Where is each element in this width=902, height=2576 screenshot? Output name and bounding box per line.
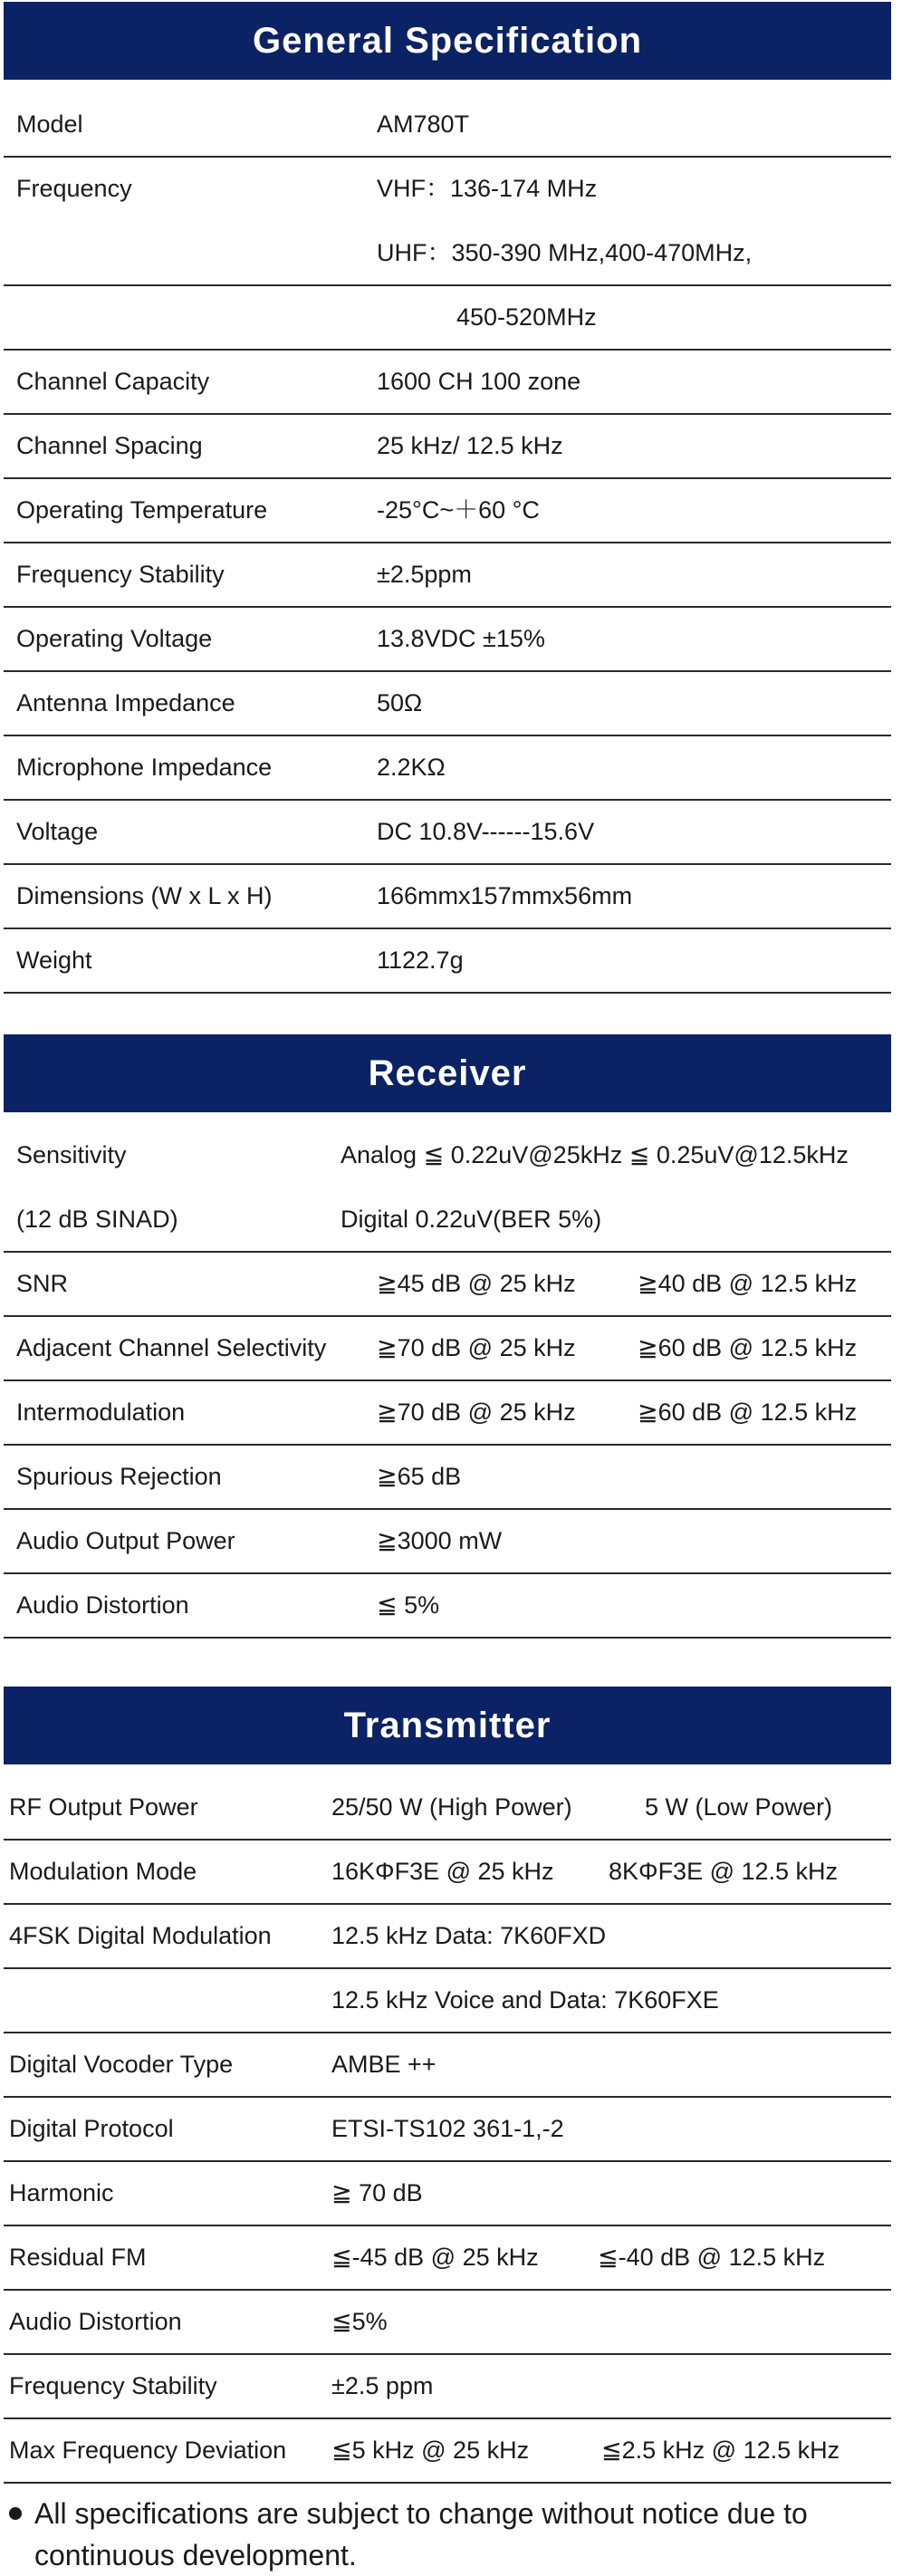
spec-row-4fsk [4, 1904, 891, 1969]
spec-value: Analog ≦ 0.22uV@25kHz ≦ 0.25uV@12.5kHz [341, 1141, 849, 1168]
spec-value: AM780T [377, 111, 470, 138]
spec-label: Frequency Stability [9, 2372, 217, 2399]
spec-value: 166mmx157mmx56mm [377, 882, 633, 909]
spec-value: ≧60 dB @ 12.5 kHz [638, 1334, 858, 1361]
spec-label: Frequency Stability [16, 561, 225, 588]
spec-value: Digital 0.22uV(BER 5%) [341, 1206, 602, 1233]
footnote-line-2: continuous development. [34, 2539, 357, 2571]
spec-row-spurious-rejection [4, 1445, 891, 1510]
footnote-line-1: All specifications are subject to change without notice due to [34, 2497, 808, 2530]
spec-row-vocoder [4, 2033, 891, 2098]
spec-row-digital-protocol [4, 2097, 891, 2162]
spec-label: Channel Capacity [16, 368, 210, 395]
spec-value: 1122.7g [377, 947, 464, 974]
spec-value: ≧70 dB @ 25 kHz [377, 1399, 576, 1426]
spec-row-channel-capacity [4, 350, 891, 415]
spec-label: 4FSK Digital Modulation [9, 1922, 272, 1949]
spec-row-audio-output-power [4, 1509, 891, 1574]
spec-value: DC 10.8V------15.6V [377, 818, 595, 845]
spec-row-weight [4, 928, 891, 994]
spec-row-operating-temperature [4, 478, 891, 543]
spec-row-frequency-uhf [4, 221, 891, 286]
receiver-title: Receiver [4, 1034, 891, 1112]
spec-row-adjacent-channel-selectivity [4, 1316, 891, 1381]
spec-row-rf-output-power [4, 1775, 891, 1841]
spec-value: 450-520MHz [456, 303, 597, 331]
spec-label: Adjacent Channel Selectivity [16, 1334, 327, 1361]
spec-label: Audio Output Power [16, 1527, 235, 1554]
spec-label: Operating Temperature [16, 496, 268, 524]
spec-value: AMBE ++ [331, 2051, 437, 2078]
spec-label: RF Output Power [9, 1793, 198, 1821]
spec-row-sensitivity [4, 1123, 891, 1187]
spec-label: Intermodulation [16, 1399, 186, 1426]
spec-row-4fsk-cont [4, 1968, 891, 2033]
spec-value: ≧ 70 dB [331, 2179, 423, 2206]
spec-row-operating-voltage [4, 607, 891, 672]
spec-label: Microphone Impedance [16, 754, 273, 781]
spec-label: Sensitivity [16, 1141, 127, 1168]
spec-value: -25°C~＋60 °C [377, 496, 540, 524]
spec-value: 5 W (Low Power) [645, 1793, 833, 1821]
spec-value: ≧65 dB [377, 1463, 462, 1490]
spec-value: 12.5 kHz Data: 7K60FXD [331, 1922, 607, 1949]
spec-value: VHF：136-174 MHz [377, 175, 598, 202]
spec-value: 8KΦF3E @ 12.5 kHz [609, 1858, 839, 1885]
spec-value: ≧60 dB @ 12.5 kHz [638, 1399, 858, 1426]
spec-value: ≧40 dB @ 12.5 kHz [638, 1270, 858, 1297]
spec-value: 13.8VDC ±15% [377, 625, 545, 652]
bullet-icon [9, 2507, 22, 2520]
spec-label: (12 dB SINAD) [16, 1206, 178, 1233]
spec-row-frequency-uhf-cont [4, 285, 891, 351]
spec-value: ≦-40 dB @ 12.5 kHz [598, 2244, 826, 2271]
spec-value: ±2.5 ppm [331, 2372, 434, 2399]
spec-label: Weight [16, 947, 92, 974]
spec-label: Spurious Rejection [16, 1463, 222, 1490]
spec-value: ≧45 dB @ 25 kHz [377, 1270, 576, 1297]
spec-value: UHF：350-390 MHz,400-470MHz, [377, 239, 753, 266]
spec-value: ±2.5ppm [377, 561, 472, 588]
spec-value: ≧3000 mW [377, 1527, 503, 1554]
spec-label: Harmonic [9, 2179, 114, 2206]
spec-row-antenna-impedance [4, 671, 891, 736]
spec-value: ≦ 5% [377, 1591, 440, 1619]
spec-value: ≦5 kHz @ 25 kHz [331, 2437, 530, 2464]
spec-value: ≦2.5 kHz @ 12.5 kHz [601, 2437, 840, 2464]
spec-row-harmonic [4, 2161, 891, 2226]
spec-value: ≦-45 dB @ 25 kHz [331, 2244, 539, 2271]
spec-label: Max Frequency Deviation [9, 2437, 287, 2464]
spec-label: Model [16, 111, 83, 138]
spec-row-voltage [4, 800, 891, 865]
spec-row-tx-audio-distortion [4, 2290, 891, 2355]
spec-row-sinad [4, 1187, 891, 1253]
general-spec-title: General Specification [4, 2, 891, 80]
spec-label: Channel Spacing [16, 432, 203, 459]
spec-value: 25 kHz/ 12.5 kHz [377, 432, 563, 459]
spec-label: SNR [16, 1270, 69, 1297]
spec-label: Digital Vocoder Type [9, 2051, 234, 2078]
spec-value: ETSI-TS102 361-1,-2 [331, 2115, 564, 2142]
spec-row-max-frequency-deviation [4, 2418, 891, 2484]
spec-value: 1600 CH 100 zone [377, 368, 581, 395]
spec-row-residual-fm [4, 2225, 891, 2291]
spec-label: Residual FM [9, 2244, 147, 2271]
spec-label: Dimensions (W x L x H) [16, 882, 273, 909]
spec-value: ≧70 dB @ 25 kHz [377, 1334, 576, 1361]
spec-value: 12.5 kHz Voice and Data: 7K60FXE [331, 1986, 719, 2014]
spec-row-tx-frequency-stability [4, 2354, 891, 2419]
spec-value: ≦5% [331, 2308, 388, 2335]
spec-row-audio-distortion [4, 1573, 891, 1639]
spec-row-microphone-impedance [4, 735, 891, 801]
spec-row-frequency [4, 157, 891, 220]
spec-value: 50Ω [377, 689, 423, 716]
spec-label: Operating Voltage [16, 625, 213, 652]
spec-row-modulation-mode [4, 1840, 891, 1905]
spec-label: Modulation Mode [9, 1858, 197, 1885]
spec-row-model [4, 92, 891, 158]
spec-value: 16KΦF3E @ 25 kHz [331, 1858, 554, 1885]
transmitter-title: Transmitter [4, 1687, 891, 1764]
spec-label: Digital Protocol [9, 2115, 174, 2142]
spec-row-snr [4, 1252, 891, 1317]
spec-value: 25/50 W (High Power) [331, 1793, 572, 1821]
spec-label: Audio Distortion [9, 2308, 182, 2335]
spec-label: Antenna Impedance [16, 689, 235, 716]
footnote [9, 2493, 897, 2576]
spec-row-dimensions [4, 864, 891, 929]
spec-label: Voltage [16, 818, 99, 845]
spec-row-intermodulation [4, 1380, 891, 1446]
spec-label: Frequency [16, 175, 132, 202]
spec-value: 2.2KΩ [377, 754, 446, 781]
spec-row-frequency-stability [4, 543, 891, 608]
spec-label: Audio Distortion [16, 1591, 189, 1619]
spec-row-channel-spacing [4, 414, 891, 479]
